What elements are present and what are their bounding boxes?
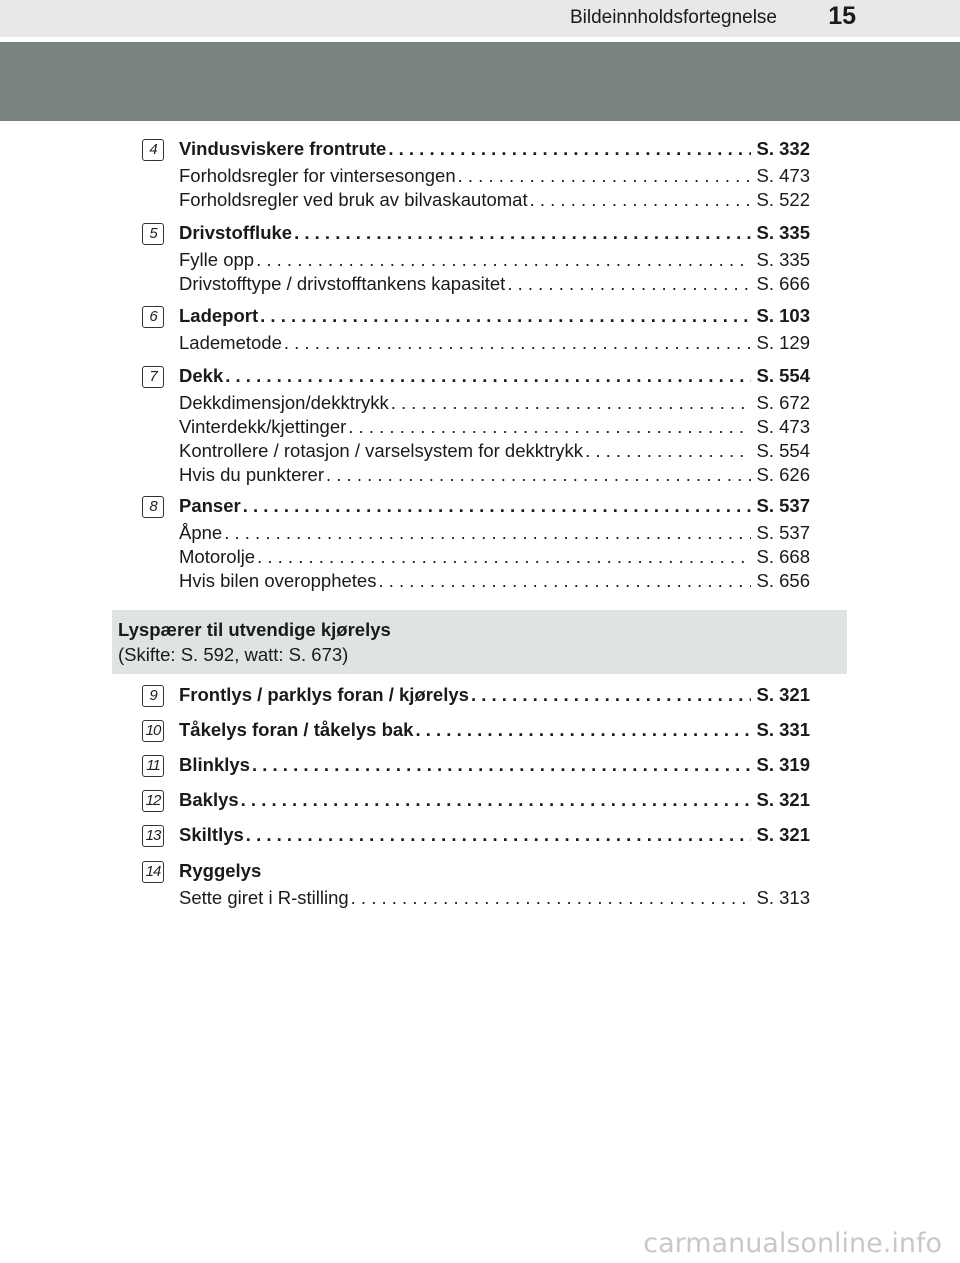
dot-leader: [471, 684, 751, 706]
entry-label: Dekk: [179, 365, 224, 386]
entry-label: Sette giret i R-stilling: [179, 886, 349, 908]
dot-leader: [252, 754, 751, 776]
toc-subentry[interactable]: [179, 332, 810, 356]
dot-leader: [241, 789, 751, 811]
header-title: Bildeinnholdsfortegnelse: [569, 7, 777, 28]
entry-label: Blinklys: [179, 754, 250, 775]
item-number-badge: 10: [142, 720, 164, 742]
entry-label: Baklys: [179, 789, 239, 810]
entry-page-ref: S. 321: [756, 789, 810, 810]
toc-subentry[interactable]: [179, 165, 810, 189]
top-strip: [0, 0, 960, 37]
dot-leader: [326, 464, 751, 486]
dot-leader: [294, 222, 750, 244]
dot-leader: [348, 416, 750, 438]
toc-subentry[interactable]: [179, 546, 810, 570]
lamp-category-subtitle: (Skifte: S. 592, watt: S. 673): [118, 644, 349, 665]
toc-subentry[interactable]: [179, 570, 810, 594]
dot-leader: [391, 392, 751, 414]
item-number-badge: 4: [142, 139, 164, 161]
entry-label: Dekkdimensjon/dekktrykk: [179, 391, 389, 413]
toc-subentry[interactable]: [179, 189, 810, 213]
entry-label: Frontlys / parklys foran / kjørelys: [179, 684, 469, 705]
toc-entry-title[interactable]: [179, 824, 810, 848]
toc-subentry[interactable]: [179, 440, 810, 464]
toc-subentry[interactable]: [179, 249, 810, 273]
entry-page-ref: S. 313: [756, 886, 810, 908]
dot-leader: [415, 719, 750, 741]
dot-leader: [507, 273, 750, 295]
toc-entry-title[interactable]: [179, 860, 810, 884]
toc-subentry[interactable]: [179, 522, 810, 546]
toc-subentry[interactable]: [179, 464, 810, 488]
dot-leader: [351, 887, 751, 909]
page-number: 15: [828, 2, 856, 30]
header-band: [0, 42, 960, 121]
toc-entry-title[interactable]: [179, 754, 810, 778]
entry-page-ref: S. 522: [756, 188, 810, 210]
lamp-category-title: Lyspærer til utvendige kjørelys: [118, 619, 391, 640]
entry-label: Kontrollere / rotasjon / varselsystem for dekktrykk: [179, 439, 584, 461]
dot-leader: [257, 546, 750, 568]
toc-entry-title[interactable]: [179, 365, 810, 389]
entry-label: Panser: [179, 495, 241, 516]
toc-entry-title[interactable]: [179, 684, 810, 708]
toc-entry-title[interactable]: [179, 138, 810, 162]
entry-label: Motorolje: [179, 545, 256, 567]
entry-label: Forholdsregler ved bruk av bilvaskautomat: [179, 188, 528, 210]
toc-subentry[interactable]: [179, 273, 810, 297]
dot-leader: [388, 138, 750, 160]
entry-page-ref: S. 321: [756, 824, 810, 845]
item-number-badge: 12: [142, 790, 164, 812]
entry-label: Drivstoffluke: [179, 222, 293, 243]
entry-page-ref: S. 668: [756, 545, 810, 567]
dot-leader: [256, 249, 750, 271]
dot-leader: [225, 365, 750, 387]
dot-leader: [530, 189, 751, 211]
entry-page-ref: S. 321: [756, 684, 810, 705]
item-number-badge: 11: [142, 755, 164, 777]
lamp-category-box: [112, 610, 847, 674]
entry-label: Åpne: [179, 521, 223, 543]
dot-leader: [378, 570, 750, 592]
entry-label: Ladeport: [179, 305, 259, 326]
entry-page-ref: S. 626: [756, 464, 810, 486]
entry-page-ref: S. 473: [756, 415, 810, 437]
item-number-badge: 14: [142, 861, 164, 883]
dot-leader: [224, 522, 750, 544]
dot-leader: [284, 332, 751, 354]
toc-entry-title[interactable]: [179, 719, 810, 743]
entry-label: Vinterdekk/kjettinger: [179, 415, 347, 437]
entry-page-ref: S. 554: [756, 365, 810, 386]
entry-page-ref: S. 331: [756, 719, 810, 740]
entry-label: Skiltlys: [179, 824, 244, 845]
entry-page-ref: S. 319: [756, 754, 810, 775]
item-number-badge: 8: [142, 496, 164, 518]
entry-page-ref: S. 666: [756, 272, 810, 294]
item-number-badge: 7: [142, 366, 164, 388]
toc-entry-title[interactable]: [179, 222, 810, 246]
entry-label: Hvis bilen overopphetes: [179, 569, 377, 591]
item-number-badge: 5: [142, 223, 164, 245]
entry-page-ref: S. 335: [756, 222, 810, 243]
item-number-badge: 13: [142, 825, 164, 847]
entry-label: Hvis du punkterer: [179, 464, 324, 486]
dot-leader: [585, 440, 750, 462]
entry-page-ref: S. 473: [756, 164, 810, 186]
item-number-badge: 6: [142, 306, 164, 328]
entry-label: Drivstofftype / drivstofftankens kapasitet: [179, 272, 506, 294]
entry-label: Fylle opp: [179, 248, 255, 270]
entry-label: Lademetode: [179, 331, 282, 353]
dot-leader: [260, 305, 750, 327]
entry-label: Ryggelys: [179, 860, 262, 881]
toc-subentry[interactable]: [179, 392, 810, 416]
entry-label: Tåkelys foran / tåkelys bak: [179, 719, 414, 740]
toc-subentry[interactable]: [179, 887, 810, 911]
watermark: carmanualsonline.info: [643, 1228, 942, 1259]
entry-page-ref: S. 537: [756, 495, 810, 516]
entry-page-ref: S. 537: [756, 521, 810, 543]
entry-page-ref: S. 672: [756, 391, 810, 413]
entry-label: Forholdsregler for vintersesongen: [179, 164, 456, 186]
toc-entry-title[interactable]: [179, 495, 810, 519]
entry-page-ref: S. 332: [756, 138, 810, 159]
toc-entry-title[interactable]: [179, 305, 810, 329]
dot-leader: [246, 824, 751, 846]
dot-leader: [458, 165, 751, 187]
entry-label: Vindusviskere frontrute: [179, 138, 387, 159]
dot-leader: [243, 495, 751, 517]
entry-page-ref: S. 129: [756, 331, 810, 353]
entry-page-ref: S. 656: [756, 569, 810, 591]
toc-entry-title[interactable]: [179, 789, 810, 813]
entry-page-ref: S. 335: [756, 248, 810, 270]
toc-subentry[interactable]: [179, 416, 810, 440]
entry-page-ref: S. 554: [756, 439, 810, 461]
entry-page-ref: S. 103: [756, 305, 810, 326]
item-number-badge: 9: [142, 685, 164, 707]
